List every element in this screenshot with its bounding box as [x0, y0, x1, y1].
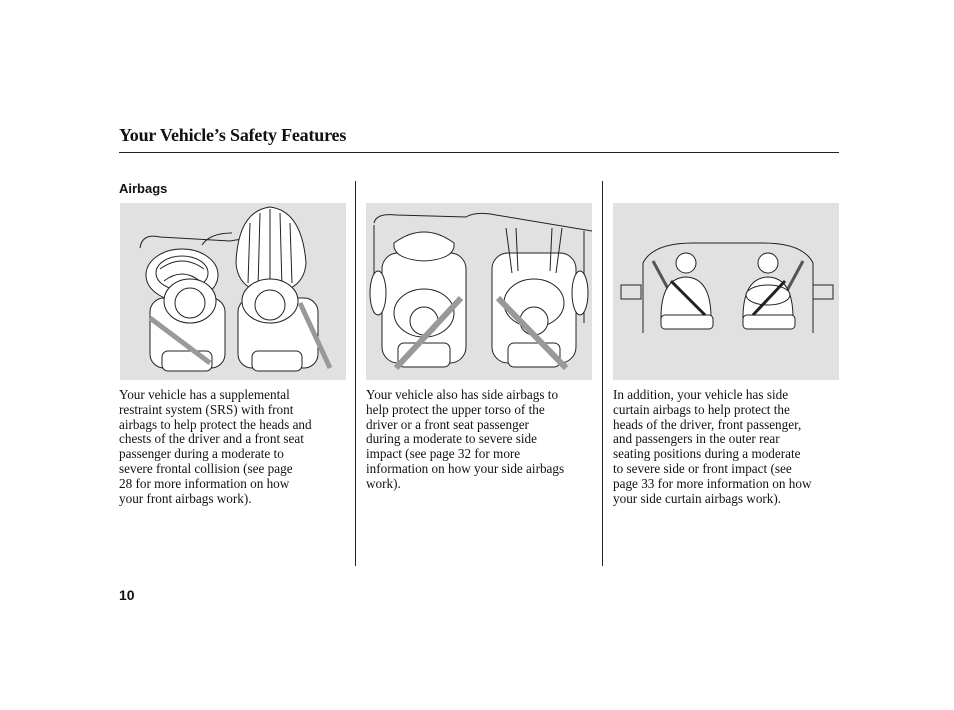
side-airbags-paragraph: Your vehicle also has side airbags to help protect the upper torso of the driver or a front seat passenger during a moderate to severe side impact (see page 32 for more information on how your side airbags work). [366, 387, 565, 491]
column-divider [355, 181, 356, 566]
page-number: 10 [119, 587, 135, 603]
side-curtain-airbags-illustration [613, 203, 839, 380]
section-heading: Airbags [119, 181, 168, 196]
title-rule [119, 152, 839, 153]
column-divider [602, 181, 603, 566]
page-title: Your Vehicle’s Safety Features [119, 125, 347, 145]
side-airbags-illustration [366, 203, 592, 380]
side-curtain-airbags-paragraph: In addition, your vehicle has side curtain airbags to help protect the heads of the driver, front passenger, and passengers in the outer rear seating positions during a moderate to severe side or front impact (see page 33 for more information on how your side curtain airbags work). [613, 387, 812, 506]
front-airbags-paragraph: Your vehicle has a supplemental restraint system (SRS) with front airbags to help protect the heads and chests of the driver and a front seat passenger during a moderate to severe frontal collision (see page 28 for more information on how your front airbags work). [119, 387, 312, 506]
front-airbags-illustration [120, 203, 346, 380]
